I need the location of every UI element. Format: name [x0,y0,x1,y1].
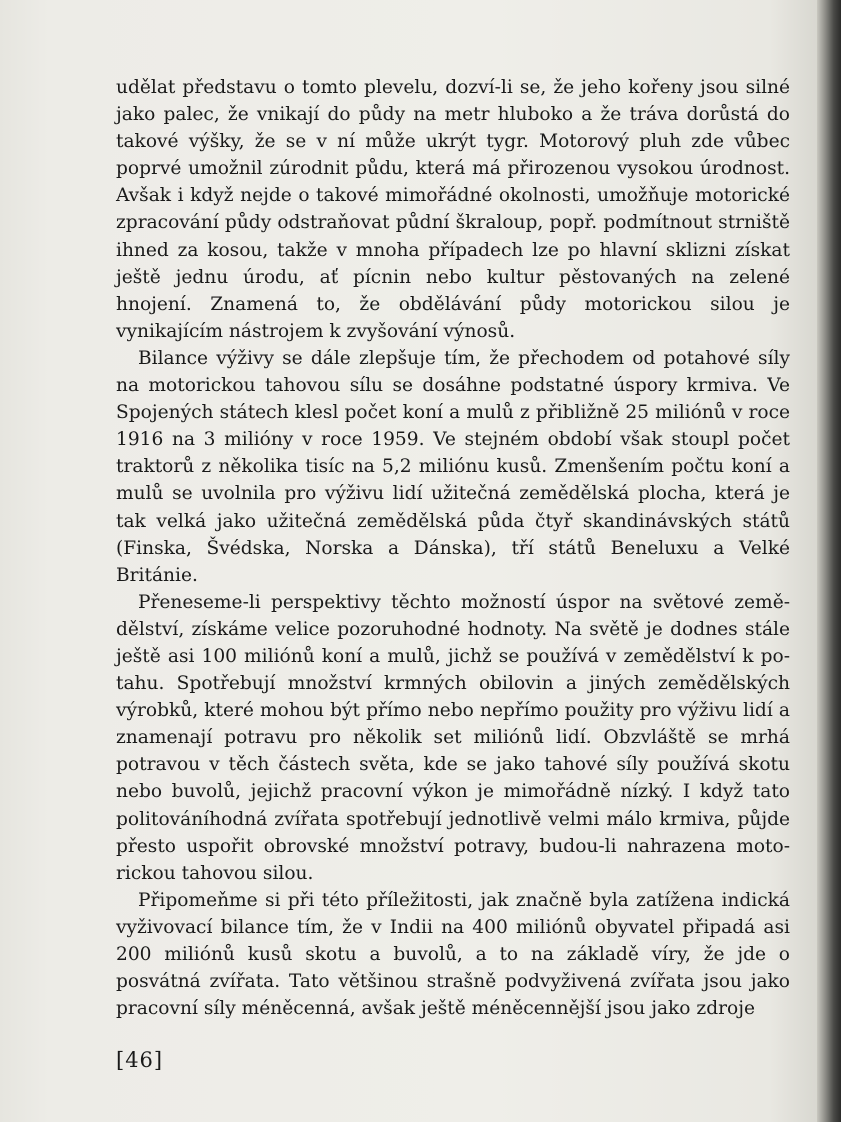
paragraph-2: Bilance výživy se dále zlepšuje tím, že přechodem od potahové síly na motorickou tahovou sílu se dosáhne podstatné úspory krmiva. Ve Spojených státech klesl počet koní a mulů z přibližně 25 miliónů v roce 1916 na 3 milióny v roce 1959. Ve stejném období však stoupl počet traktorů z několika tisíc na 5,2 miliónu kusů. Zmenšením počtu koní a mulů se uvolnila pro výživu lidí užitečná zemědělská plocha, která je tak velká jako užitečná zemědělská půda čtyř skandinávských států (Finska, Švédska, Norska a Dánska), tří států Beneluxu a Velké Británie. [116,347,790,586]
paragraph-1: udělat představu o tomto plevelu, dozví-li se, že jeho kořeny jsou silné jako palec, že vnikají do půdy na metr hluboko a že tráva dorůstá do takové výšky, že se v ní může ukrýt tygr. Motorový pluh zde vůbec poprvé umožnil zúrodnit půdu, která má přirozenou vysokou úrodnost. Avšak i když nejde o takové mimořádné okolnosti, umožňuje motorické zpracování půdy odstraňovat půdní škraloup, popř. podmítnout strniště ihned za kosou, takže v mnoha případech lze po hlavní sklizni získat ještě jednu úrodu, ať pícnin nebo kultur pěstovaných na zelené hnojení. Znamená to, že obdělávání půdy motorickou silou je vynikajícím nástrojem k zvyšování výnosů. [116,77,790,342]
paragraph-4: Připomeňme si při této příležitosti, jak značně byla zatížena indická vyživovací bilance tím, že v Indii na 400 miliónů obyvatel připadá asi 200 miliónů kusů skotu a buvolů, a to na základě víry, že jde o posvátná zvířata. Tato většinou strašně podvyživená zvířata jsou jako pracovní síly méněcenná, avšak ještě méněcennější jsou jako zdroje [116,889,790,1020]
paragraph-3: Přeneseme-li perspektivy těchto možností úspor na světové zemědělství, získáme velice pozoruhodné hodnoty. Na světě je dodnes stále ještě asi 100 miliónů koní a mulů, jichž se používá v zemědělství k potahu. Spotřebují množství krmných obilovin a jiných zemědělských výrobků, které mohou být přímo nebo nepřímo použity pro výživu lidí a znamenají potravu pro několik set miliónů lidí. Obzvláště se mrhá potravou v těch částech světa, kde se jako tahové síly používá skotu nebo buvolů, jejichž pracovní výkon je mimořádně nízký. I když tato politováníhodná zvířata spotřebují jednotlivě velmi málo krmiva, půjde přesto uspořit obrovské množství potravy, budou-li nahrazena motorickou tahovou silou. [116,591,790,884]
body-text [116,74,790,1022]
page-number: [46] [116,1048,164,1072]
page-edge-shadow [817,0,841,1122]
